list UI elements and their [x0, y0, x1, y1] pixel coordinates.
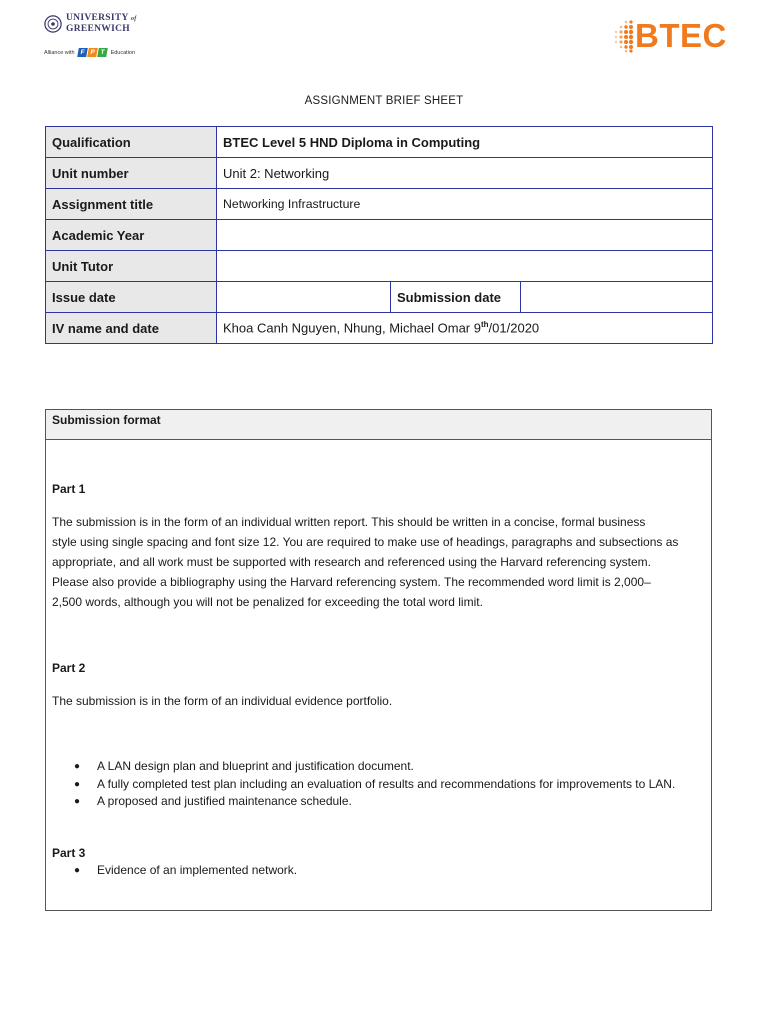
unit-number-value: Unit 2: Networking	[217, 158, 713, 189]
unit-tutor-value	[217, 251, 713, 282]
table-row	[46, 189, 713, 220]
iv-name-value: Khoa Canh Nguyen, Nhung, Michael Omar 9th/01/2020	[217, 313, 713, 344]
part3-bullet-list	[52, 862, 702, 880]
university-name: UNIVERSITY of GREENWICH	[66, 13, 137, 34]
qualification-label: Qualification	[46, 127, 217, 158]
qualification-value: BTEC Level 5 HND Diploma in Computing	[217, 127, 713, 158]
list-item: ● A fully completed test plan including an evaluation of results and recommendations for improvements to LAN.	[52, 776, 702, 794]
unit-tutor-label: Unit Tutor	[46, 251, 217, 282]
btec-logo	[613, 16, 738, 56]
submission-date-label: Submission date	[391, 282, 521, 313]
table-row	[46, 282, 713, 313]
table-row	[46, 158, 713, 189]
list-item: ● A LAN design plan and blueprint and justification document.	[52, 758, 702, 776]
table-row	[46, 313, 713, 344]
unit-number-label: Unit number	[46, 158, 217, 189]
table-row	[46, 220, 713, 251]
alliance-line: Alliance with F P T Education	[44, 49, 136, 56]
assignment-title-value: Networking Infrastructure	[217, 189, 713, 220]
university-seal-icon	[44, 15, 62, 33]
part2-title: Part 2	[52, 661, 86, 675]
part1-title: Part 1	[52, 482, 86, 496]
list-item: ● A proposed and justified maintenance schedule.	[52, 793, 702, 811]
university-logo	[44, 14, 154, 64]
part3-title: Part 3	[52, 846, 86, 860]
part1-paragraph: The submission is in the form of an individual written report. This should be written in a concise, formal business style using single spacing and font size 12. You are required to make use of headings, paragraphs and subsections as appropriate, and all work must be supported with research and referenced using the Harvard referencing system. Please also provide a bibliography using the Harvard referencing system. The recommended word limit is 2,000– 2,500 words, although you will not be penalized for exceeding the total word limit.	[52, 515, 679, 609]
academic-year-value	[217, 220, 713, 251]
btec-wordmark: BTEC	[635, 17, 727, 54]
issue-date-label: Issue date	[46, 282, 217, 313]
part2-bullet-list	[52, 758, 702, 811]
part2-text: The submission is in the form of an individual evidence portfolio.	[52, 694, 393, 708]
assignment-info-table	[45, 126, 713, 344]
assignment-title-label: Assignment title	[46, 189, 217, 220]
page-title: ASSIGNMENT BRIEF SHEET	[304, 95, 464, 107]
list-item: ● Evidence of an implemented network.	[52, 862, 702, 880]
issue-date-value	[217, 282, 391, 313]
iv-name-label: IV name and date	[46, 313, 217, 344]
submission-format-heading: Submission format	[46, 410, 711, 440]
btec-dots-icon	[613, 19, 635, 53]
submission-date-value	[521, 282, 713, 313]
table-row	[46, 127, 713, 158]
fpt-logo: F P T	[78, 48, 108, 57]
table-row	[46, 251, 713, 282]
academic-year-label: Academic Year	[46, 220, 217, 251]
submission-format-box	[45, 409, 712, 911]
